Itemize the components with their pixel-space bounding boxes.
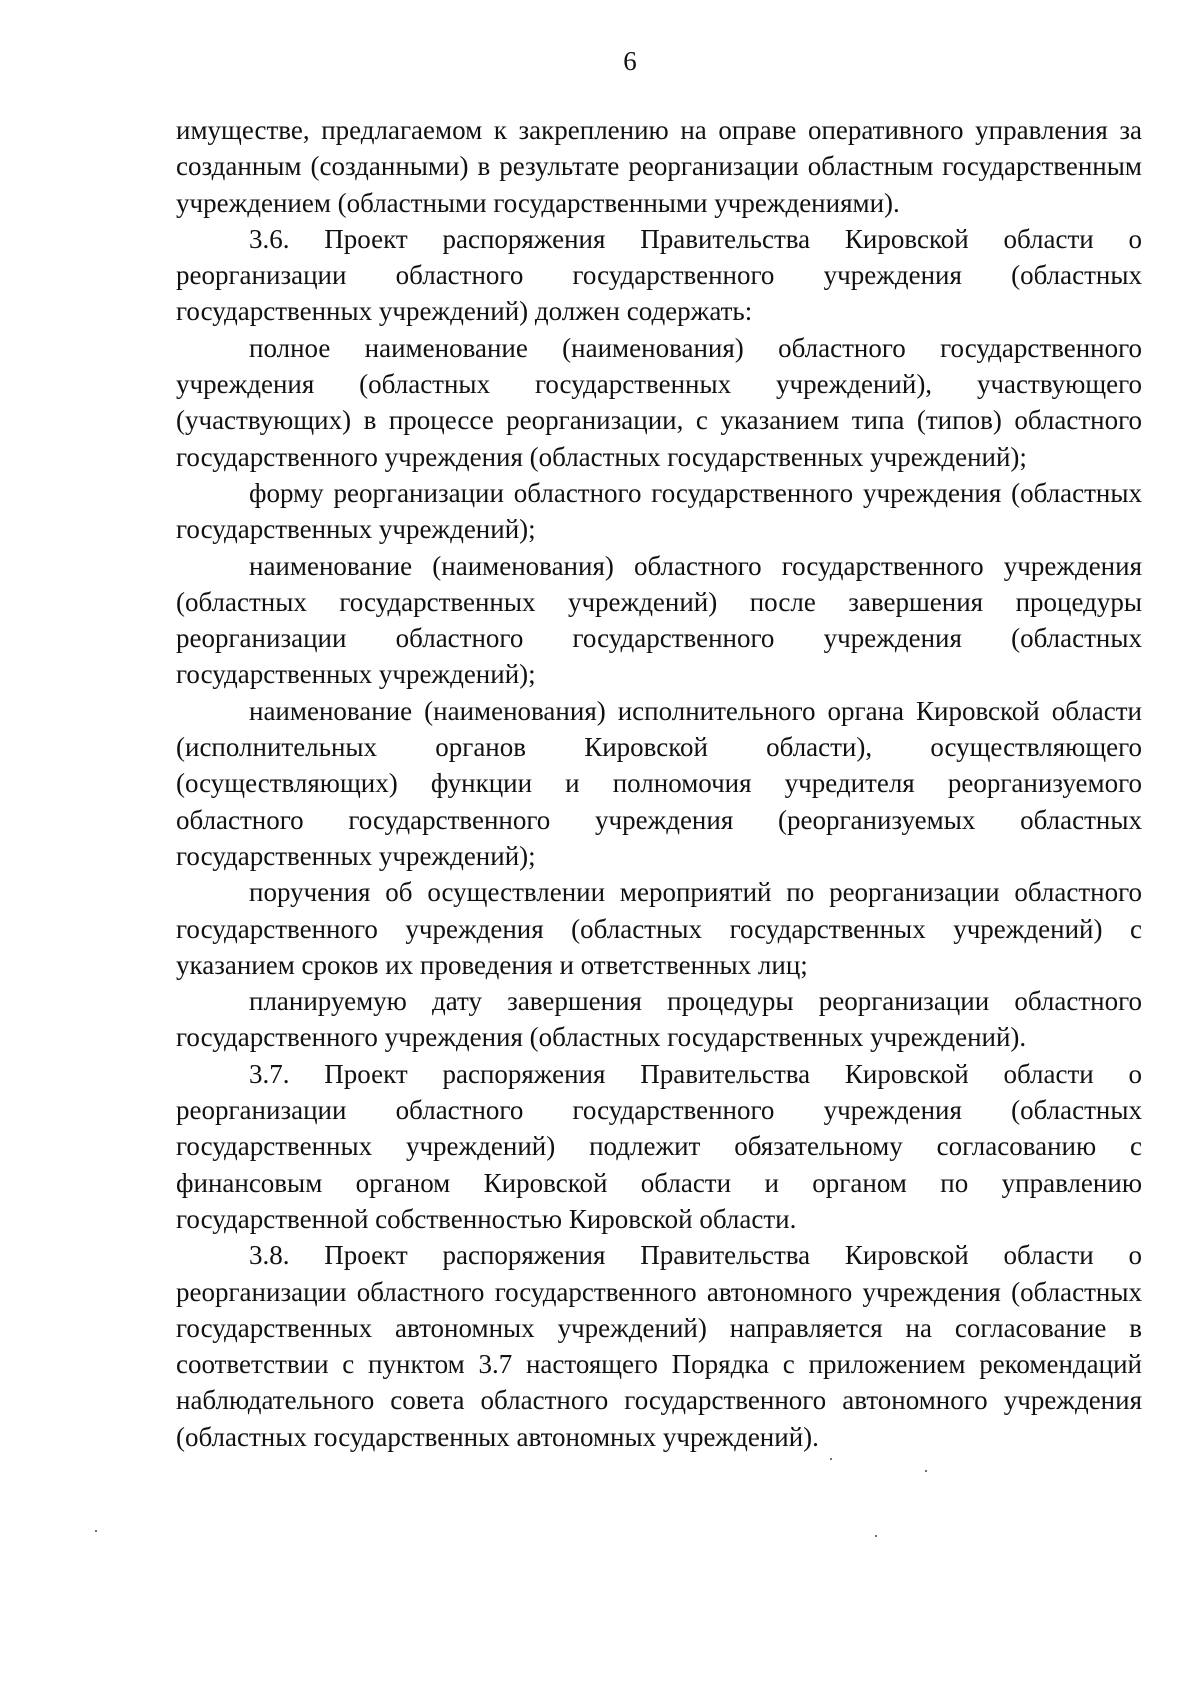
list-item-executive-body: наименование (наименования) исполнительного органа Кировской области (исполнительных органов Кировской области), осуществляющего (осуществляющих) функции и полномочия учредителя реорганизуемого областного государственного учреждения (реорганизуемых областных государственных учреждений); — [176, 695, 1142, 871]
paragraph-3-8: 3.8. Проект распоряжения Правительства Кировской области о реорганизации областного государственного автономного учреждения (областных государственных автономных учреждений) направляется на согласование в соответствии с пунктом 3.7 настоящего Порядка с приложением рекомендаций наблюдательного совета областного государственного автономного учреждения (областных государственных автономных учреждений). — [176, 1240, 1142, 1452]
paragraph-3-6: 3.6. Проект распоряжения Правительства Кировской области о реорганизации областного государственного учреждения (областных государственных учреждений) должен содержать: — [176, 223, 1142, 327]
scan-speck — [830, 1458, 832, 1460]
scan-speck — [925, 1470, 927, 1472]
list-item-instructions: поручения об осуществлении мероприятий по реорганизации областного государственного учреждения (областных государственных учреждений) с указанием сроков их проведения и ответственных лиц; — [176, 877, 1142, 980]
paragraph-continuation: имуществе, предлагаемом к закреплению на оправе оперативного управления за созданным (созданными) в результате реорганизации областным государственным учреждением (областными государственными учреждениями). — [176, 115, 1142, 218]
document-body — [176, 112, 1142, 1455]
list-item-full-name: полное наименование (наименования) областного государственного учреждения (областных государственных учреждений), участвующего (участвующих) в процессе реорганизации, с указанием типа (типов) областного государственного учреждения (областных государственных учреждений); — [176, 332, 1142, 472]
scan-speck — [875, 1535, 877, 1537]
list-item-name-after: наименование (наименования) областного государственного учреждения (областных государственных учреждений) после завершения процедуры реорганизации областного государственного учреждения (областных государственных учреждений); — [176, 550, 1142, 690]
list-item-planned-date: планируемую дату завершения процедуры реорганизации областного государственного учреждения (областных государственных учреждений). — [176, 986, 1142, 1053]
list-item-form: форму реорганизации областного государственного учреждения (областных государственных учреждений); — [176, 477, 1142, 545]
paragraph-3-7: 3.7. Проект распоряжения Правительства Кировской области о реорганизации областного государственного учреждения (областных государственных учреждений) подлежит обязательному согласованию с финансовым органом Кировской области и органом по управлению государственной собственностью Кировской области. — [176, 1058, 1142, 1234]
page-number: 6 — [623, 46, 637, 76]
scan-speck — [95, 1530, 97, 1532]
